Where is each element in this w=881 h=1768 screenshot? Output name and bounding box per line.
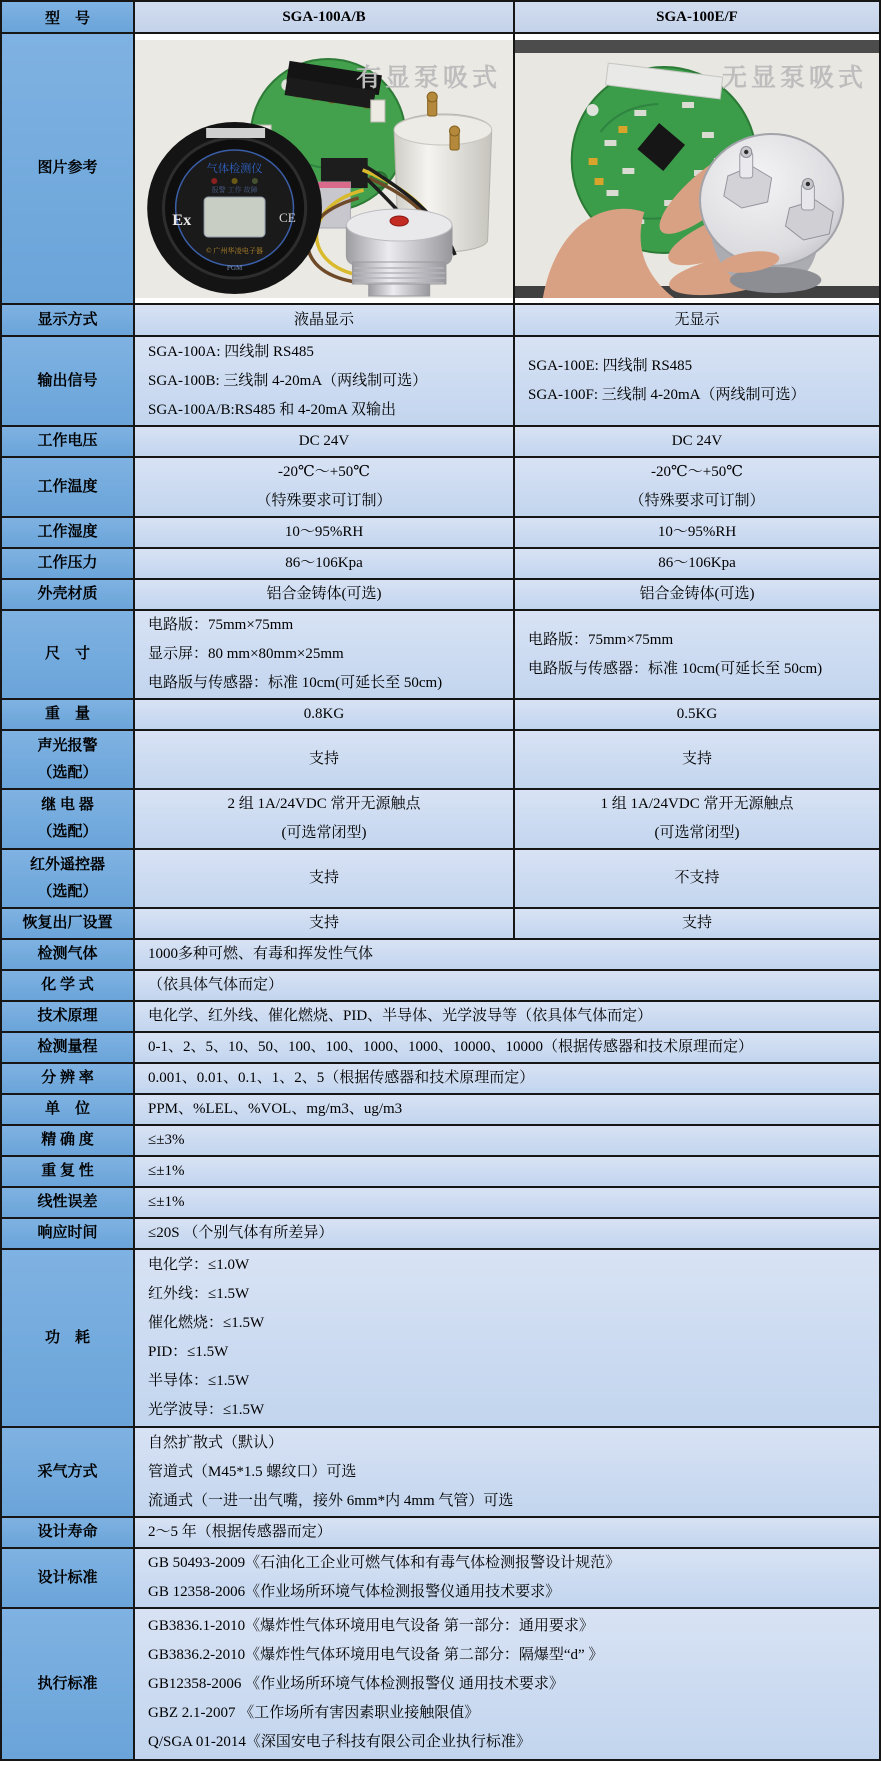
row-label bbox=[1, 1187, 134, 1218]
row-value-line: 支持 bbox=[681, 915, 712, 931]
row-value bbox=[514, 457, 880, 517]
row-value-line: 电路版：75mm×75mm bbox=[528, 631, 674, 648]
row-label bbox=[1, 699, 134, 730]
row-label-line: 工作湿度 bbox=[37, 524, 98, 540]
row-value bbox=[134, 579, 514, 610]
detector-head bbox=[147, 122, 322, 294]
row-value-line: 10～95%RH bbox=[657, 524, 737, 540]
row-label bbox=[1, 1548, 134, 1608]
spec-row bbox=[1, 908, 880, 939]
row-value bbox=[514, 304, 880, 336]
row-label bbox=[1, 1094, 134, 1125]
row-value bbox=[134, 548, 514, 579]
svg-text:© 广州华凌电子器: © 广州华凌电子器 bbox=[206, 246, 264, 255]
row-value bbox=[134, 1249, 880, 1427]
row-value-line: 电化学：≤1.0W bbox=[148, 1257, 250, 1273]
row-value-line: 0.5KG bbox=[676, 706, 718, 722]
row-value-line: （特殊要求可订制） bbox=[629, 493, 765, 509]
header-model-left: SGA-100A/B bbox=[134, 1, 514, 33]
row-value-line: GB 50493-2009《石油化工企业可燃气体和有毒气体检测报警设计规范》 bbox=[148, 1555, 621, 1571]
row-label-line: 重 复 性 bbox=[41, 1163, 94, 1179]
row-value bbox=[514, 908, 880, 939]
row-label-line: 恢复出厂设置 bbox=[22, 915, 113, 931]
row-value bbox=[134, 1156, 880, 1187]
row-value-line: (可选常闭型) bbox=[281, 825, 367, 841]
row-value-line: 0-1、2、5、10、50、100、100、1000、1000、10000、10000（根据传感器和技术原理而定） bbox=[148, 1039, 753, 1055]
row-value-line: GBZ 2.1-2007 《工作场所有害因素职业接触限值》 bbox=[148, 1704, 480, 1721]
row-label-line: （选配） bbox=[37, 764, 98, 781]
row-value-line: 支持 bbox=[681, 751, 712, 767]
row-label bbox=[1, 1517, 134, 1548]
spec-row bbox=[1, 457, 880, 517]
row-value bbox=[514, 579, 880, 610]
row-value-line: 不支持 bbox=[674, 870, 720, 886]
row-value-line: -20℃～+50℃ bbox=[650, 464, 743, 480]
row-value-line: 电路版与传感器：标准 10cm(可延长至 50cm) bbox=[148, 675, 443, 691]
row-value bbox=[134, 610, 514, 699]
row-value-line: 电路版与传感器：标准 10cm(可延长至 50cm) bbox=[528, 660, 823, 677]
row-value-line: -20℃～+50℃ bbox=[277, 464, 370, 480]
row-value-line: 显示屏：80 mm×80mm×25mm bbox=[148, 646, 344, 662]
row-value-line: （依具体气体而定） bbox=[148, 977, 284, 993]
row-label-line: 响应时间 bbox=[37, 1225, 98, 1241]
spec-row bbox=[1, 1427, 880, 1517]
spec-row bbox=[1, 1125, 880, 1156]
row-value-line: Q/SGA 01-2014《深国安电子科技有限公司企业执行标准》 bbox=[148, 1733, 531, 1750]
row-value bbox=[514, 699, 880, 730]
row-value-line: GB 12358-2006《作业场所环境气体检测报警仪通用技术要求》 bbox=[148, 1584, 561, 1600]
row-label bbox=[1, 1063, 134, 1094]
spec-row bbox=[1, 1548, 880, 1608]
spec-row bbox=[1, 1063, 880, 1094]
row-value bbox=[514, 849, 880, 908]
photo-watermark-right: 无显泵吸式 bbox=[721, 64, 867, 92]
row-label bbox=[1, 336, 134, 426]
row-value-line: 86～106Kpa bbox=[658, 555, 736, 571]
row-value-line: 1000多种可燃、有毒和挥发性气体 bbox=[148, 946, 374, 962]
row-label bbox=[1, 970, 134, 1001]
spec-row bbox=[1, 730, 880, 789]
image-row-label-text: 图片参考 bbox=[37, 160, 98, 176]
row-label-line: 工作压力 bbox=[37, 555, 98, 571]
row-label bbox=[1, 939, 134, 970]
row-label-line: 设计标准 bbox=[37, 1569, 98, 1586]
row-label-line: 设计寿命 bbox=[37, 1524, 98, 1540]
row-label bbox=[1, 849, 134, 908]
row-label-line: 执行标准 bbox=[37, 1675, 98, 1692]
row-value bbox=[134, 849, 514, 908]
row-value bbox=[134, 1427, 880, 1517]
row-value-line: 半导体：≤1.5W bbox=[148, 1373, 250, 1389]
spec-row bbox=[1, 1517, 880, 1548]
spec-row bbox=[1, 1032, 880, 1063]
spec-row bbox=[1, 579, 880, 610]
row-label bbox=[1, 1249, 134, 1427]
row-value bbox=[134, 908, 514, 939]
photo-cell-right bbox=[514, 33, 880, 304]
row-label bbox=[1, 579, 134, 610]
row-label bbox=[1, 304, 134, 336]
spec-row bbox=[1, 1608, 880, 1760]
row-label bbox=[1, 908, 134, 939]
row-value-line: 电路版：75mm×75mm bbox=[148, 617, 294, 633]
product-photo-left bbox=[135, 40, 513, 298]
row-value-line: ≤20S （个别气体有所差异） bbox=[148, 1225, 334, 1241]
row-label bbox=[1, 1156, 134, 1187]
row-value-line: 支持 bbox=[308, 751, 339, 767]
row-label-line: （选配） bbox=[37, 883, 98, 900]
row-value bbox=[134, 939, 880, 970]
image-row-label bbox=[1, 33, 134, 304]
row-value bbox=[134, 970, 880, 1001]
row-value-line: PPM、%LEL、%VOL、mg/m3、ug/m3 bbox=[148, 1101, 403, 1117]
spec-row bbox=[1, 970, 880, 1001]
row-value bbox=[134, 457, 514, 517]
row-value-line: 流通式（一进一出气嘴，接外 6mm*内 4mm 气管）可选 bbox=[148, 1492, 514, 1509]
row-label bbox=[1, 517, 134, 548]
row-value bbox=[134, 517, 514, 548]
svg-text:气体检测仪: 气体检测仪 bbox=[206, 162, 263, 175]
row-value-line: 2 组 1A/24VDC 常开无源触点 bbox=[227, 796, 421, 812]
row-value-line: 催化燃烧：≤1.5W bbox=[148, 1315, 265, 1331]
row-label bbox=[1, 1608, 134, 1760]
row-value bbox=[134, 426, 514, 457]
row-value-line: 0.8KG bbox=[303, 706, 345, 722]
row-label-line: 工作温度 bbox=[37, 478, 98, 495]
row-value bbox=[514, 517, 880, 548]
spec-row bbox=[1, 1156, 880, 1187]
row-value bbox=[134, 1094, 880, 1125]
row-label bbox=[1, 457, 134, 517]
svg-text:报警 工作 故障: 报警 工作 故障 bbox=[211, 185, 258, 194]
spec-row bbox=[1, 304, 880, 336]
row-value bbox=[134, 336, 514, 426]
row-label-line: 检测气体 bbox=[37, 946, 98, 962]
spec-row bbox=[1, 336, 880, 426]
row-label bbox=[1, 548, 134, 579]
row-value-line: ≤±1% bbox=[148, 1194, 185, 1210]
product-photo-right bbox=[515, 40, 879, 298]
row-label bbox=[1, 730, 134, 789]
row-value-line: SGA-100E: 四线制 RS485 bbox=[528, 358, 693, 374]
spec-row bbox=[1, 939, 880, 970]
row-value bbox=[134, 1001, 880, 1032]
row-label bbox=[1, 1218, 134, 1249]
row-label bbox=[1, 1001, 134, 1032]
row-label bbox=[1, 610, 134, 699]
row-value-line: (可选常闭型) bbox=[654, 825, 740, 841]
spec-row bbox=[1, 517, 880, 548]
row-value-line: 2～5 年（根据传感器而定） bbox=[148, 1524, 332, 1540]
row-label-line: （选配） bbox=[37, 824, 98, 840]
row-value-line: 支持 bbox=[308, 870, 339, 886]
row-label-line: 技术原理 bbox=[37, 1008, 98, 1024]
row-value-line: SGA-100A/B:RS485 和 4-20mA 双输出 bbox=[148, 401, 396, 418]
row-value bbox=[134, 1608, 880, 1760]
svg-text:Ex: Ex bbox=[172, 211, 192, 229]
row-value-line: SGA-100F: 三线制 4-20mA（两线制可选） bbox=[528, 387, 806, 403]
row-value bbox=[514, 789, 880, 849]
row-value-line: DC 24V bbox=[671, 433, 723, 449]
row-label-line: 单 位 bbox=[44, 1101, 90, 1117]
silver-sensor bbox=[346, 209, 452, 296]
row-label-line: 检测量程 bbox=[37, 1039, 98, 1055]
row-label-line: 采气方式 bbox=[37, 1463, 98, 1480]
row-label-line: 分 辨 率 bbox=[41, 1070, 94, 1086]
spec-row bbox=[1, 699, 880, 730]
spec-row bbox=[1, 1001, 880, 1032]
row-value bbox=[134, 1063, 880, 1094]
spec-row bbox=[1, 1187, 880, 1218]
row-value-line: 86～106Kpa bbox=[285, 555, 363, 571]
row-label-line: 尺 寸 bbox=[44, 646, 90, 662]
row-label-line: 工作电压 bbox=[37, 433, 98, 449]
row-value bbox=[514, 426, 880, 457]
row-value-line: ≤±1% bbox=[148, 1163, 185, 1179]
row-value-line: GB12358-2006 《作业场所环境气体检测报警仪 通用技术要求》 bbox=[148, 1675, 564, 1692]
photo-watermark-left: 有显泵吸式 bbox=[355, 64, 501, 92]
row-value-line: 0.001、0.01、0.1、1、2、5（根据传感器和技术原理而定） bbox=[148, 1070, 535, 1086]
header-model-right: SGA-100E/F bbox=[514, 1, 880, 33]
spec-row bbox=[1, 849, 880, 908]
row-value-line: SGA-100B: 三线制 4-20mA（两线制可选） bbox=[148, 372, 428, 389]
row-value-line: 自然扩散式（默认） bbox=[148, 1434, 284, 1451]
row-label bbox=[1, 1032, 134, 1063]
row-value bbox=[514, 610, 880, 699]
row-label bbox=[1, 1427, 134, 1517]
spec-row bbox=[1, 789, 880, 849]
row-label-line: 精 确 度 bbox=[41, 1132, 94, 1148]
row-value bbox=[514, 336, 880, 426]
row-value-line: 电化学、红外线、催化燃烧、PID、半导体、光学波导等（依具体气体而定） bbox=[148, 1008, 653, 1024]
row-label bbox=[1, 426, 134, 457]
row-value bbox=[134, 699, 514, 730]
spec-row bbox=[1, 426, 880, 457]
spec-table-head bbox=[1, 1, 880, 304]
row-value bbox=[134, 1517, 880, 1548]
row-value bbox=[134, 1548, 880, 1608]
row-label-line: 线性误差 bbox=[37, 1194, 98, 1210]
row-value bbox=[134, 1218, 880, 1249]
image-row bbox=[1, 33, 880, 304]
row-value-line: 10～95%RH bbox=[284, 524, 364, 540]
row-label bbox=[1, 789, 134, 849]
row-value bbox=[134, 1187, 880, 1218]
spec-rows bbox=[1, 304, 880, 1760]
row-value-line: 铝合金铸体(可选) bbox=[639, 586, 755, 602]
row-label-line: 红外遥控器 bbox=[29, 856, 105, 873]
row-value bbox=[514, 730, 880, 789]
row-value bbox=[134, 730, 514, 789]
row-label-line: 功 耗 bbox=[44, 1329, 90, 1346]
row-label-line: 外壳材质 bbox=[37, 586, 98, 602]
row-value-line: 液晶显示 bbox=[293, 311, 354, 328]
svg-text:PGM: PGM bbox=[226, 263, 243, 272]
row-value-line: 红外线：≤1.5W bbox=[148, 1286, 250, 1302]
spec-row bbox=[1, 1249, 880, 1427]
row-value-line: 支持 bbox=[308, 915, 339, 931]
row-label-line: 继 电 器 bbox=[41, 797, 94, 813]
spec-row bbox=[1, 1094, 880, 1125]
model-header-row bbox=[1, 1, 880, 33]
spec-row bbox=[1, 1218, 880, 1249]
row-value-line: 管道式（M45*1.5 螺纹口）可选 bbox=[148, 1463, 357, 1480]
row-value-line: 铝合金铸体(可选) bbox=[266, 586, 382, 602]
svg-text:CE: CE bbox=[278, 209, 296, 225]
row-value-line: DC 24V bbox=[298, 433, 350, 449]
row-value bbox=[134, 1125, 880, 1156]
row-value-line: SGA-100A: 四线制 RS485 bbox=[148, 343, 314, 360]
row-value-line: GB3836.2-2010《爆炸性气体环境用电气设备 第二部分：隔爆型“d” 》 bbox=[148, 1646, 604, 1663]
row-label-line: 声光报警 bbox=[37, 737, 98, 754]
row-label-line: 重 量 bbox=[44, 706, 90, 722]
row-value bbox=[134, 789, 514, 849]
row-value-line: （特殊要求可订制） bbox=[256, 493, 392, 509]
row-label-line: 化 学 式 bbox=[41, 977, 94, 993]
row-value bbox=[514, 548, 880, 579]
row-value-line: ≤±3% bbox=[148, 1132, 185, 1148]
row-label-line: 输出信号 bbox=[37, 372, 98, 389]
photo-cell-left bbox=[134, 33, 514, 304]
row-value-line: 光学波导：≤1.5W bbox=[148, 1402, 265, 1418]
spec-row bbox=[1, 610, 880, 699]
row-value-line: 1 组 1A/24VDC 常开无源触点 bbox=[600, 796, 794, 812]
row-label bbox=[1, 1125, 134, 1156]
spec-row bbox=[1, 548, 880, 579]
header-model-label: 型 号 bbox=[1, 1, 134, 33]
row-label-line: 显示方式 bbox=[37, 311, 98, 328]
row-value-line: PID：≤1.5W bbox=[148, 1344, 229, 1360]
row-value bbox=[134, 1032, 880, 1063]
row-value-line: GB3836.1-2010《爆炸性气体环境用电气设备 第一部分：通用要求》 bbox=[148, 1617, 594, 1634]
row-value-line: 无显示 bbox=[674, 311, 720, 328]
row-value bbox=[134, 304, 514, 336]
